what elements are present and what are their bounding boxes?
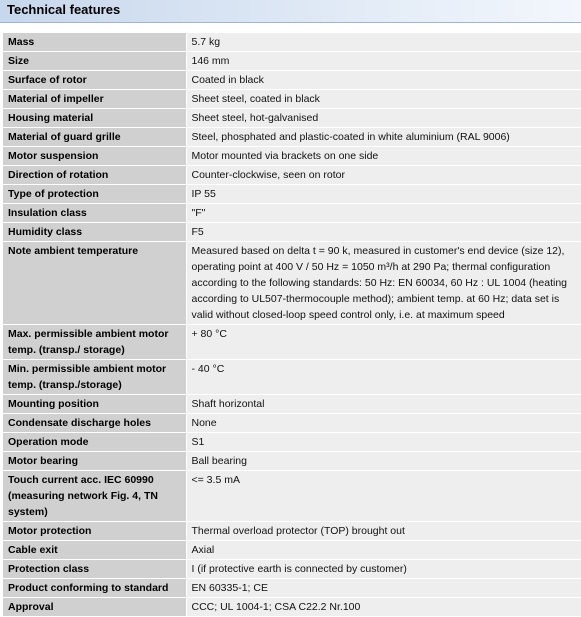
row-label: Humidity class xyxy=(3,223,186,242)
table-row xyxy=(3,414,581,433)
row-label: Material of guard grille xyxy=(3,128,186,147)
row-value: Coated in black xyxy=(186,71,581,90)
table-row xyxy=(3,128,581,147)
row-value: "F" xyxy=(186,204,581,223)
table-row xyxy=(3,185,581,204)
row-label: Surface of rotor xyxy=(3,71,186,90)
row-value: <= 3.5 mA xyxy=(186,471,581,522)
row-label: Size xyxy=(3,52,186,71)
table-row xyxy=(3,52,581,71)
table-row xyxy=(3,433,581,452)
table-row xyxy=(3,560,581,579)
row-value: CCC; UL 1004-1; CSA C22.2 Nr.100 xyxy=(186,598,581,617)
row-label: Cable exit xyxy=(3,541,186,560)
row-value: Sheet steel, hot-galvanised xyxy=(186,109,581,128)
row-label: Motor protection xyxy=(3,522,186,541)
row-value: Thermal overload protector (TOP) brought out xyxy=(186,522,581,541)
table-row xyxy=(3,452,581,471)
row-value: Motor mounted via brackets on one side xyxy=(186,147,581,166)
row-value: 146 mm xyxy=(186,52,581,71)
row-label: Protection class xyxy=(3,560,186,579)
table-row xyxy=(3,71,581,90)
table-row xyxy=(3,223,581,242)
row-value: Steel, phosphated and plastic-coated in white aluminium (RAL 9006) xyxy=(186,128,581,147)
table-row xyxy=(3,242,581,325)
section-title: Technical features xyxy=(7,2,121,17)
table-row xyxy=(3,360,581,395)
table-row xyxy=(3,541,581,560)
table-row xyxy=(3,471,581,522)
section-header xyxy=(0,0,581,22)
row-value: Ball bearing xyxy=(186,452,581,471)
row-label: Motor bearing xyxy=(3,452,186,471)
table-row xyxy=(3,598,581,617)
row-label: Material of impeller xyxy=(3,90,186,109)
row-value: F5 xyxy=(186,223,581,242)
table-row xyxy=(3,33,581,52)
row-label: Type of protection xyxy=(3,185,186,204)
table-row xyxy=(3,166,581,185)
row-label: Product conforming to standard xyxy=(3,579,186,598)
row-label: Touch current acc. IEC 60990 (measuring network Fig. 4, TN system) xyxy=(3,471,186,522)
row-label: Note ambient temperature xyxy=(3,242,186,325)
technical-features-table xyxy=(3,33,581,617)
row-value: None xyxy=(186,414,581,433)
table-row xyxy=(3,204,581,223)
row-value: Shaft horizontal xyxy=(186,395,581,414)
row-value: Sheet steel, coated in black xyxy=(186,90,581,109)
row-value: + 80 °C xyxy=(186,325,581,360)
table-row xyxy=(3,109,581,128)
row-label: Mounting position xyxy=(3,395,186,414)
table-row xyxy=(3,522,581,541)
row-value: Axial xyxy=(186,541,581,560)
row-label: Insulation class xyxy=(3,204,186,223)
row-label: Direction of rotation xyxy=(3,166,186,185)
row-value: EN 60335-1; CE xyxy=(186,579,581,598)
row-label: Min. permissible ambient motor temp. (transp./storage) xyxy=(3,360,186,395)
row-value: Counter-clockwise, seen on rotor xyxy=(186,166,581,185)
table-row xyxy=(3,90,581,109)
row-label: Approval xyxy=(3,598,186,617)
table-row xyxy=(3,395,581,414)
row-label: Operation mode xyxy=(3,433,186,452)
row-value: IP 55 xyxy=(186,185,581,204)
row-label: Housing material xyxy=(3,109,186,128)
row-value: - 40 °C xyxy=(186,360,581,395)
row-label: Motor suspension xyxy=(3,147,186,166)
row-label: Max. permissible ambient motor temp. (transp./ storage) xyxy=(3,325,186,360)
table-body xyxy=(3,33,581,617)
table-row xyxy=(3,147,581,166)
row-label: Condensate discharge holes xyxy=(3,414,186,433)
row-value: 5.7 kg xyxy=(186,33,581,52)
row-value: Measured based on delta t = 90 k, measured in customer's end device (size 12), operating point at 400 V / 50 Hz = 1050 m³/h at 290 Pa; thermal configuration according to the following standards: 50 Hz: EN 60034, 60 Hz : UL 1004 (heating according to UL507-thermocouple method); ambient temp. at 60 Hz; data set is valid without closed-loop speed control only, i.e. at maximum speed xyxy=(186,242,581,325)
table-row xyxy=(3,325,581,360)
header-divider xyxy=(0,22,581,23)
row-value: I (if protective earth is connected by customer) xyxy=(186,560,581,579)
row-label: Mass xyxy=(3,33,186,52)
table-row xyxy=(3,579,581,598)
row-value: S1 xyxy=(186,433,581,452)
